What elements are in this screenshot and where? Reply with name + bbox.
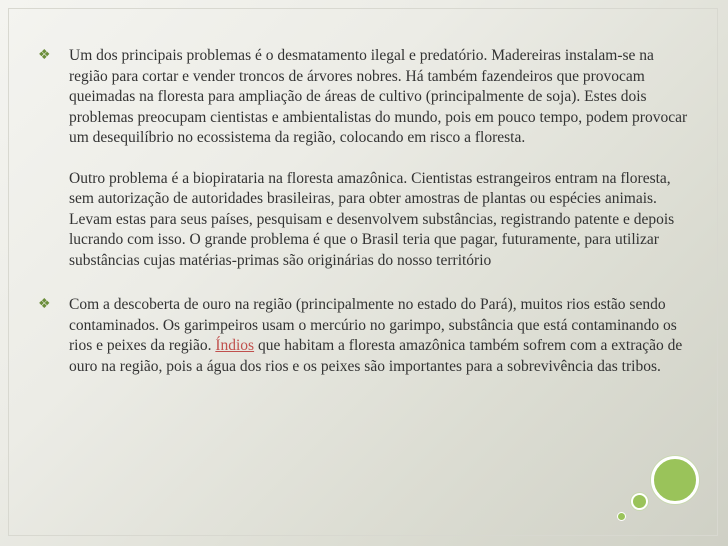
bullet-item-mining (38, 295, 688, 377)
paragraph-biopiracy: Outro problema é a biopirataria na floresta amazônica. Cientistas estrangeiros entram na floresta, sem autorização de autoridades brasileiras, para obter amostras de plantas ou espécies animais. Levam estas para seus países, pesquisam e desenvolvem substâncias, registrando patente e depois lucrando com isso. O grande problema é que o Brasil teria que pagar, futuramente, para utilizar substâncias cujas matérias-primas são originárias do nosso território (69, 169, 675, 269)
paragraph-mining (69, 295, 688, 377)
decorative-circle-large (651, 456, 699, 504)
bullet-item-deforestation (38, 46, 688, 271)
bullet-icon: ❖ (38, 297, 51, 312)
indios-link[interactable]: Índios (215, 337, 255, 354)
slide-content (38, 46, 688, 401)
paragraph-mining-text-before: Com a descoberta de ouro na região (principalmente no estado do Pará), muitos rios estão sendo contaminados. Os garimpeiros usam o mercúrio no garimpo, substância que está contaminando os rios e peixes da região. (69, 296, 677, 354)
paragraph-deforestation: Um dos principais problemas é o desmatamento ilegal e predatório. Madereiras instalam-se na região para cortar e vender troncos de árvores nobres. Há também fazendeiros que provocam queimadas na floresta para ampliação de áreas de cultivo (principalmente de soja). Estes dois problemas preocupam cientistas e ambientalistas do mundo, pois em pouco tempo, podem provocar um desequilíbrio no ecossistema da região, colocando em risco a floresta. (69, 47, 688, 146)
bullet-icon: ❖ (38, 48, 51, 63)
decorative-circle-small (631, 493, 648, 510)
paragraph-mining-text-after: que habitam a floresta amazônica também sofrem com a extração de ouro na região, pois a água dos rios e os peixes são importantes para a sobrevivência das tribos. (69, 337, 683, 375)
decorative-circle-tiny (617, 512, 626, 521)
